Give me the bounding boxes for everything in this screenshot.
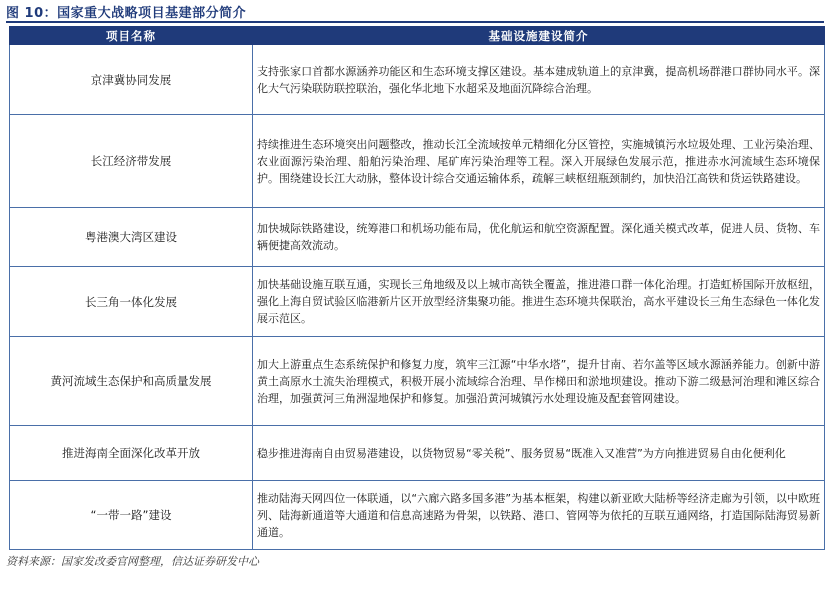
table-row	[10, 208, 825, 267]
table-row	[10, 267, 825, 337]
table-row	[10, 115, 825, 208]
table-row	[10, 481, 825, 550]
project-name: “一带一路”建设	[10, 481, 253, 550]
source-note: 资料来源：国家发改委官网整理，信达证券研发中心	[6, 555, 259, 568]
table-row	[10, 426, 825, 481]
project-name: 长三角一体化发展	[10, 267, 253, 337]
project-name: 推进海南全面深化改革开放	[10, 426, 253, 481]
title-divider	[6, 21, 824, 23]
project-name: 粤港澳大湾区建设	[10, 208, 253, 267]
column-header-desc: 基础设施建设简介	[253, 27, 825, 45]
project-name: 长江经济带发展	[10, 115, 253, 208]
strategy-table	[9, 26, 825, 550]
table-header-row	[10, 27, 825, 45]
project-description: 加大上游重点生态系统保护和修复力度，筑牢三江源“中华水塔”，提升甘南、若尔盖等区域水源涵养能力。创新中游黄土高原水土流失治理模式，积极开展小流域综合治理、旱作梯田和淤地坝建设。推动下游二级悬河治理和滩区综合治理，加强黄河三角洲湿地保护和修复。加强沿黄河城镇污水处理设施及配套管网建设。	[253, 337, 825, 426]
project-description: 持续推进生态环境突出问题整改，推动长江全流域按单元精细化分区管控，实施城镇污水垃圾处理、工业污染治理、农业面源污染治理、船舶污染治理、尾矿库污染治理等工程。深入开展绿色发展示范，推进赤水河流域生态环境保护。围绕建设长江大动脉，整体设计综合交通运输体系，疏解三峡枢纽瓶颈制约，加快沿江高铁和货运铁路建设。	[253, 115, 825, 208]
project-description: 加快城际铁路建设，统筹港口和机场功能布局，优化航运和航空资源配置。深化通关模式改革，促进人员、货物、车辆便捷高效流动。	[253, 208, 825, 267]
project-name: 黄河流域生态保护和高质量发展	[10, 337, 253, 426]
column-header-name: 项目名称	[10, 27, 253, 45]
project-description: 加快基础设施互联互通，实现长三角地级及以上城市高铁全覆盖，推进港口群一体化治理。打造虹桥国际开放枢纽，强化上海自贸试验区临港新片区开放型经济集聚功能。推进生态环境共保联治，高水平建设长三角生态绿色一体化发展示范区。	[253, 267, 825, 337]
figure-title: 图 10：国家重大战略项目基建部分简介	[6, 6, 247, 21]
table-row	[10, 337, 825, 426]
project-description: 支持张家口首都水源涵养功能区和生态环境支撑区建设。基本建成轨道上的京津冀，提高机场群港口群协同水平。深化大气污染联防联控联治，强化华北地下水超采及地面沉降综合治理。	[253, 45, 825, 115]
project-name: 京津冀协同发展	[10, 45, 253, 115]
project-description: 稳步推进海南自由贸易港建设，以货物贸易“零关税”、服务贸易“既准入又准营”为方向推进贸易自由化便利化	[253, 426, 825, 481]
project-description: 推动陆海天网四位一体联通，以“六廊六路多国多港”为基本框架，构建以新亚欧大陆桥等经济走廊为引领，以中欧班列、陆海新通道等大通道和信息高速路为骨架，以铁路、港口、管网等为依托的互联互通网络，打造国际陆海贸易新通道。	[253, 481, 825, 550]
table-row	[10, 45, 825, 115]
